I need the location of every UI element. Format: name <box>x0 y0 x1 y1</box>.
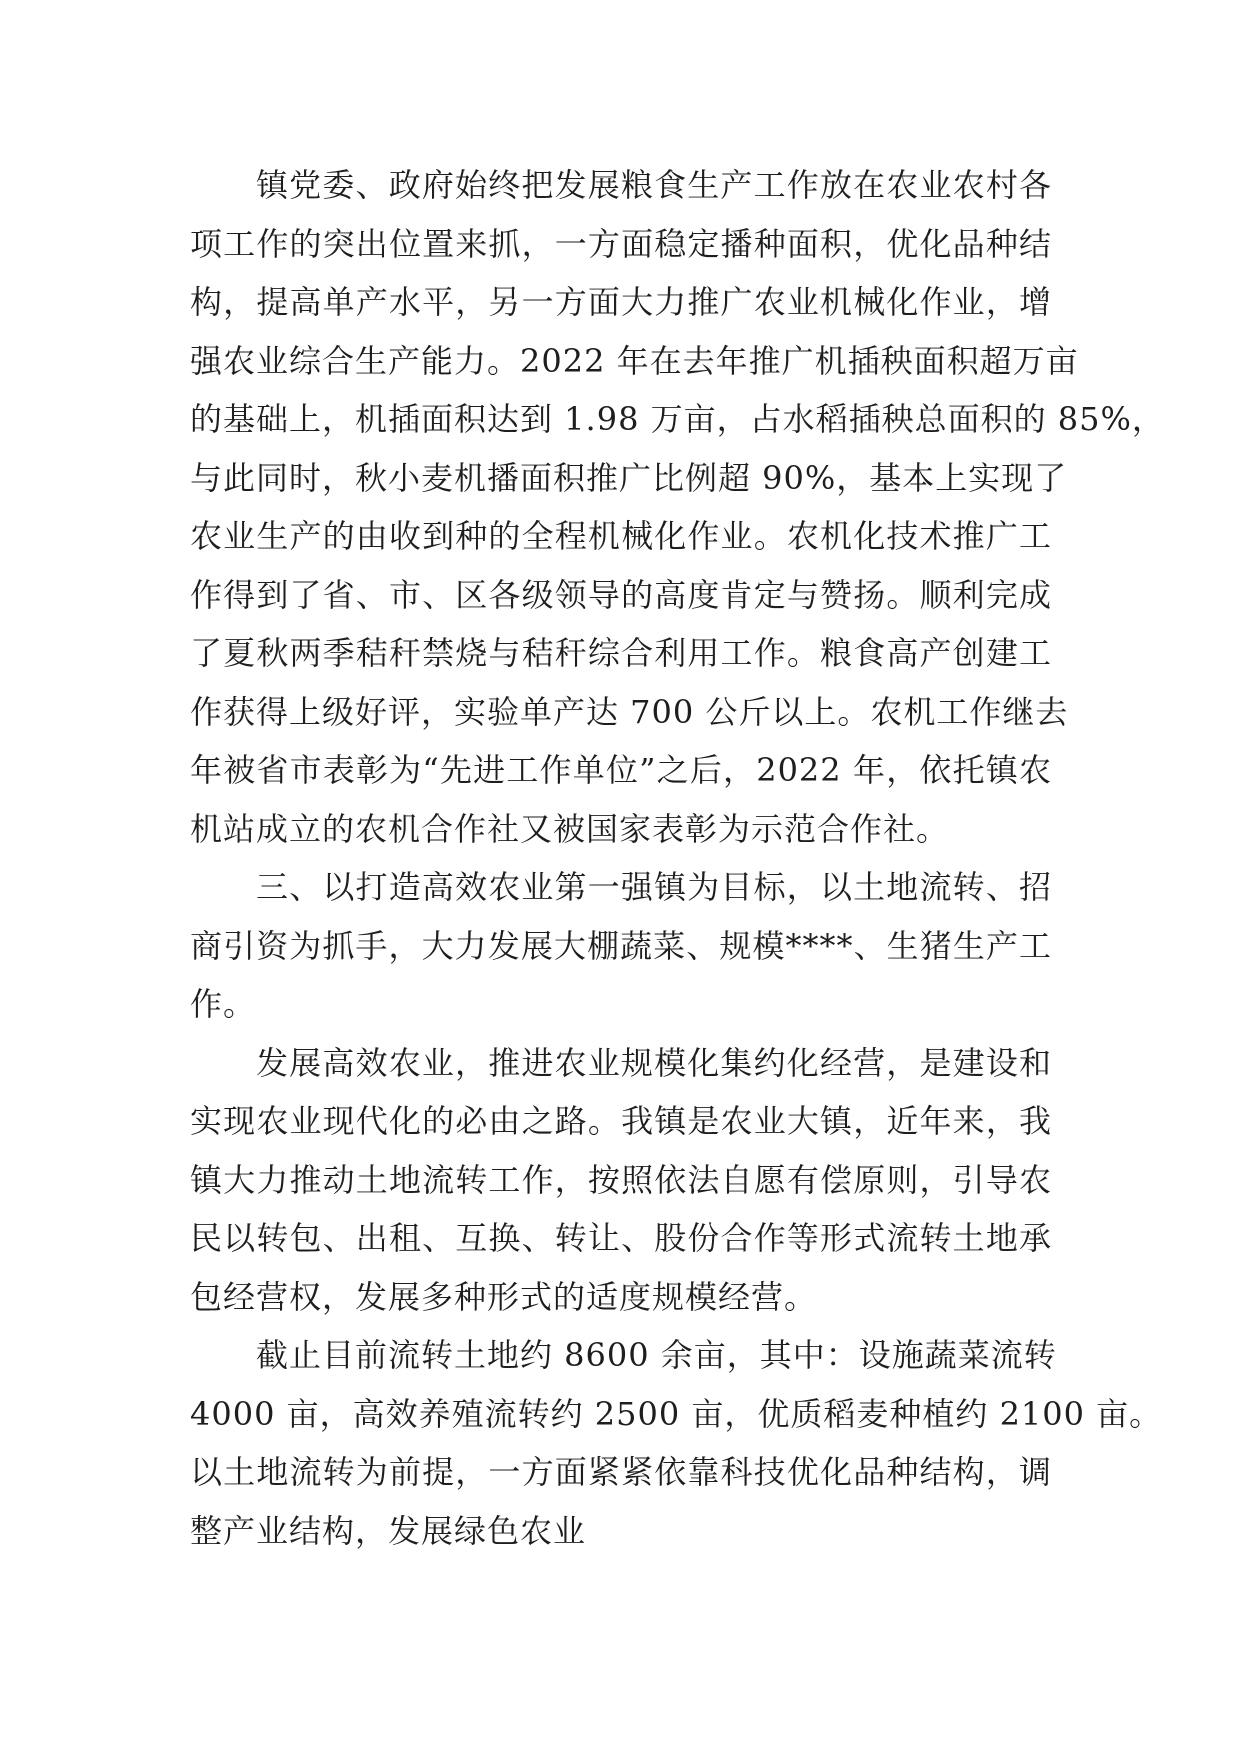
text-line: 4000 亩，高效养殖流转约 2500 亩，优质稻麦种植约 2100 亩。 <box>190 1394 1163 1433</box>
text-line: 农业生产的由收到种的全程机械化作业。农机化技术推广工 <box>190 517 1052 555</box>
text-line: 强农业综合生产能力。2022 年在去年推广机插秧面积超万亩 <box>190 341 1079 380</box>
text-line: 了夏秋两季秸秆禁烧与秸秆综合利用工作。粮食高产创建工 <box>190 634 1052 672</box>
text-line: 镇党委、政府始终把发展粮食生产工作放在农业农村各 <box>256 166 1052 204</box>
paragraph-land-transfer <box>190 1034 1052 1327</box>
text-line: 项工作的突出位置来抓，一方面稳定播种面积，优化品种结 <box>190 224 1052 263</box>
document-body <box>190 156 1165 1560</box>
text-line: 作获得上级好评，实验单产达 700 公斤以上。农机工作继去 <box>190 692 1069 731</box>
text-line: 实现农业现代化的必由之路。我镇是农业大镇，近年来，我 <box>190 1102 1052 1140</box>
text-line: 镇大力推动土地流转工作，按照依法自愿有偿原则，引导农 <box>190 1160 1052 1199</box>
text-line: 作。 <box>190 985 257 1023</box>
paragraph-transfer-statistics <box>190 1326 1163 1560</box>
text-line: 截止目前流转土地约 8600 余亩，其中：设施蔬菜流转 <box>256 1336 1057 1374</box>
text-line: 的基础上，机插面积达到 1.98 万亩，占水稻插秧总面积的 85%， <box>190 400 1165 438</box>
text-line: 整产业结构，发展绿色农业 <box>190 1511 587 1550</box>
text-line: 以土地流转为前提，一方面紧紧依靠科技优化品种结构，调 <box>190 1453 1052 1491</box>
text-line: 机站成立的农机合作社又被国家表彰为示范合作社。 <box>190 809 950 848</box>
text-line: 包经营权，发展多种形式的适度规模经营。 <box>190 1277 818 1316</box>
paragraph-grain-production <box>190 156 1165 858</box>
text-line: 年被省市表彰为“先进工作单位”之后，2022 年，依托镇农 <box>190 751 1052 789</box>
text-line: 与此同时，秋小麦机播面积推广比例超 90%，基本上实现了 <box>190 458 1068 497</box>
text-line: 作得到了省、市、区各级领导的高度肯定与赞扬。顺利完成 <box>190 575 1052 614</box>
text-line: 发展高效农业，推进农业规模化集约化经营，是建设和 <box>256 1043 1052 1082</box>
section-heading-three <box>190 858 1052 1034</box>
text-line: 民以转包、出租、互换、转让、股份合作等形式流转土地承 <box>190 1219 1052 1257</box>
text-line: 商引资为抓手，大力发展大棚蔬菜、规模****、生猪生产工 <box>190 926 1052 965</box>
text-line: 构，提高单产水平，另一方面大力推广农业机械化作业，增 <box>190 283 1052 321</box>
text-line: 三、以打造高效农业第一强镇为目标，以土地流转、招 <box>256 868 1052 906</box>
